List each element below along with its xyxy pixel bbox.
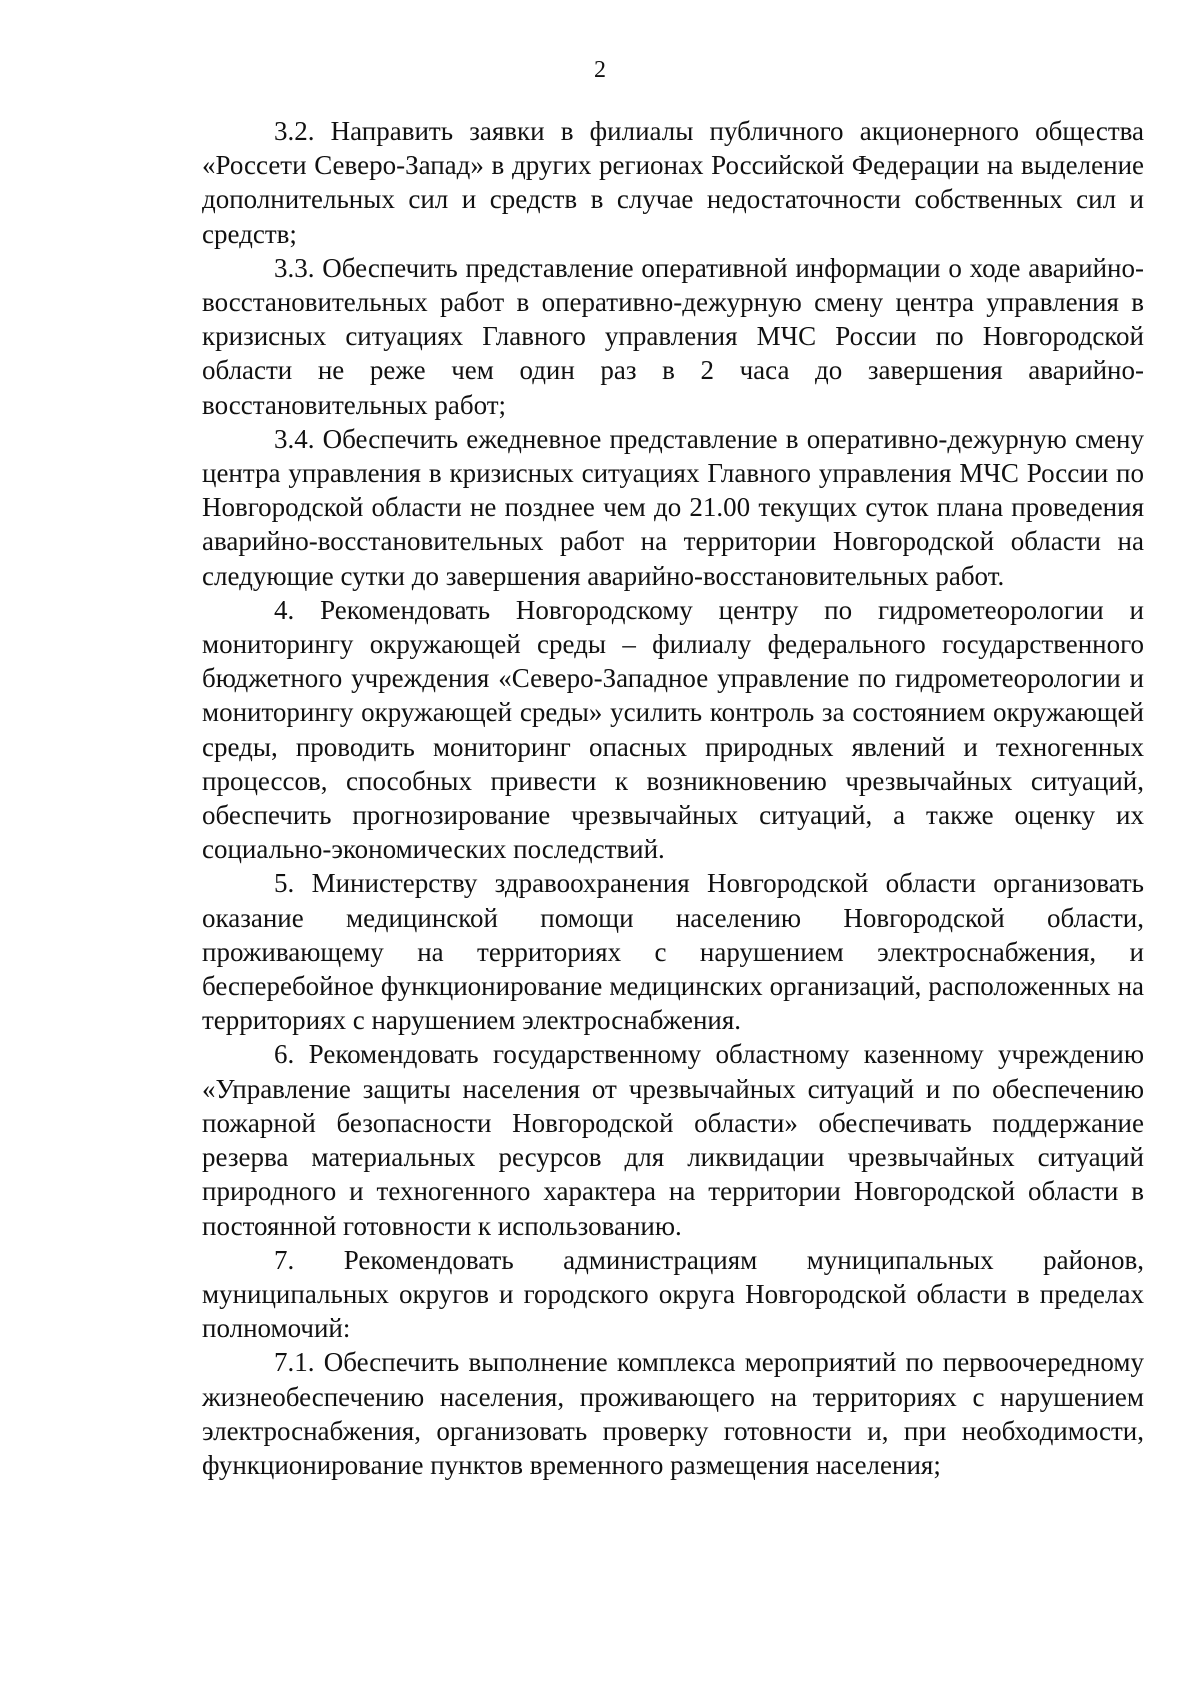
document-body [202, 114, 1144, 1482]
paragraph-3-4: 3.4. Обеспечить ежедневное представление в оперативно-дежурную смену центра управления в кризисных ситуациях Главного управления МЧС России по Новгородской области не позднее чем до 21.00 текущих суток плана проведения аварийно-восстановительных работ на территории Новгородской области на следующие сутки до завершения аварийно-восстановительных работ. [202, 423, 1144, 591]
paragraph-4: 4. Рекомендовать Новгородскому центру по гидрометеорологии и мониторингу окружающей среды – филиалу федерального государственного бюджетного учреждения «Северо-Западное управление по гидрометеорологии и мониторингу окружающей среды» усилить контроль за состоянием окружающей среды, проводить мониторинг опасных природных явлений и техногенных процессов, способных привести к возникновению чрезвычайных ситуаций, обеспечить прогнозирование чрезвычайных ситуаций, а также оценку их социально-экономических последствий. [202, 594, 1144, 865]
paragraph-7: 7. Рекомендовать администрациям муниципальных районов, муниципальных округов и городского округа Новгородской области в пределах полномочий: [202, 1244, 1144, 1344]
paragraph-3-3: 3.3. Обеспечить представление оперативной информации о ходе аварийно-восстановительных работ в оперативно-дежурную смену центра управления в кризисных ситуациях Главного управления МЧС России по Новгородской области не реже чем один раз в 2 часа до завершения аварийно-восстановительных работ; [202, 252, 1144, 420]
paragraph-3-2: 3.2. Направить заявки в филиалы публичного акционерного общества «Россети Северо-Запад» в других регионах Российской Федерации на выделение дополнительных сил и средств в случае недостаточности собственных сил и средств; [202, 116, 1144, 249]
paragraph-7-1: 7.1. Обеспечить выполнение комплекса мероприятий по первоочередному жизнеобеспечению населения, проживающего на территориях с нарушением электроснабжения, организовать проверку готовности и, при необходимости, функционирование пунктов временного размещения населения; [202, 1347, 1144, 1480]
page-number: 2 [594, 57, 606, 83]
paragraph-5: 5. Министерству здравоохранения Новгородской области организовать оказание медицинской помощи населению Новгородской области, проживающему на территориях с нарушением электроснабжения, и бесперебойное функционирование медицинских организаций, расположенных на территориях с нарушением электроснабжения. [202, 868, 1144, 1036]
paragraph-6: 6. Рекомендовать государственному областному казенному учреждению «Управление защиты населения от чрезвычайных ситуаций и по обеспечению пожарной безопасности Новгородской области» обеспечивать поддержание резерва материальных ресурсов для ликвидации чрезвычайных ситуаций природного и техногенного характера на территории Новгородской области в постоянной готовности к использованию. [202, 1039, 1144, 1241]
